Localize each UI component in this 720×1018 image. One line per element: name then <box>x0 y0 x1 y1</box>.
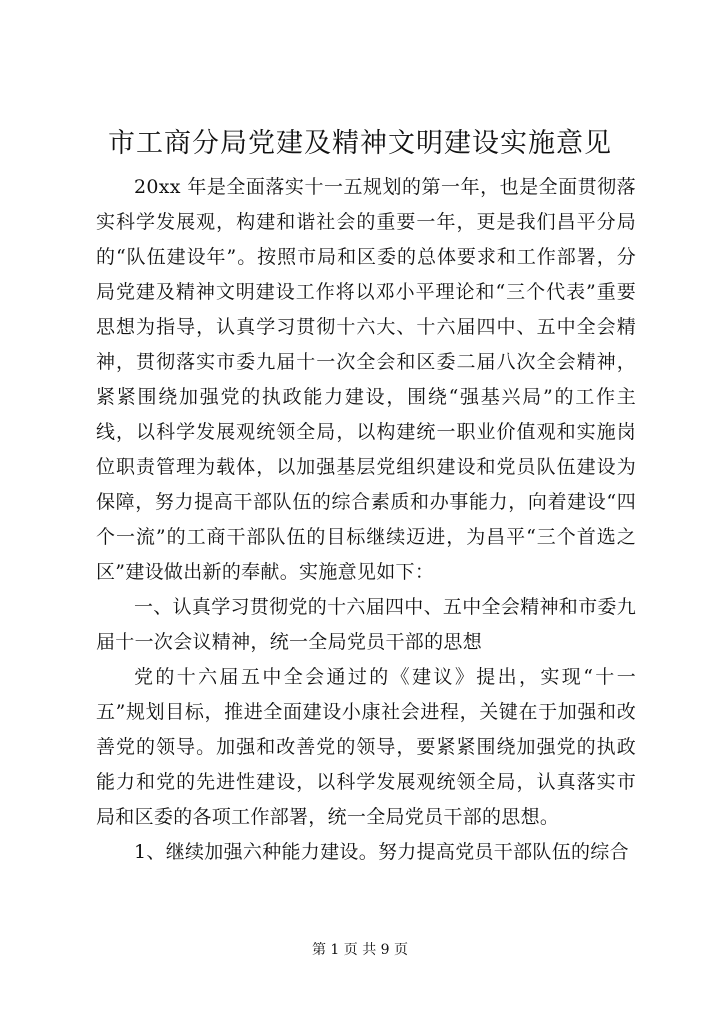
paragraph-section-body: 党的十六届五中全会通过的《建议》提出，实现“十一五”规划目标，推进全面建设小康社会进程，关键在于加强和改善党的领导。加强和改善党的领导，要紧紧围绕加强党的执政能力和党的先进性建设，以科学发展观统领全局，认真落实市局和区委的各项工作部署，统一全局党员干部的思想。 <box>96 666 636 828</box>
paragraph-intro: 20xx 年是全面落实十一五规划的第一年，也是全面贯彻落实科学发展观，构建和谐社会的重要一年，更是我们昌平分局的“队伍建设年”。按照市局和区委的总体要求和工作部署，分局党建及精神文明建设工作将以邓小平理论和“三个代表”重要思想为指导，认真学习贯彻十六大、十六届四中、五中全会精神，贯彻落实市委九届十一次全会和区委二届八次全会精神，紧紧围绕加强党的执政能力建设，围绕“强基兴局”的工作主线，以科学发展观统领全局，以构建统一职业价值观和实施岗位职责管理为载体，以加强基层党组织建设和党员队伍建设为保障，努力提高干部队伍的综合素质和办事能力，向着建设“四个一流”的工商干部队伍的目标继续迈进，为昌平“三个首选之区”建设做出新的奉献。实施意见如下： <box>96 176 636 583</box>
document-body <box>96 170 636 870</box>
paragraph-item-1: 1、继续加强六种能力建设。努力提高党员干部队伍的综合 <box>134 841 629 863</box>
page-footer: 第 1 页 共 9 页 <box>311 942 409 958</box>
paragraph-section-heading: 一、认真学习贯彻党的十六届四中、五中全会精神和市委九届十一次会议精神，统一全局党员干部的思想 <box>96 596 636 653</box>
document-title: 市工商分局党建及精神文明建设实施意见 <box>108 128 612 159</box>
